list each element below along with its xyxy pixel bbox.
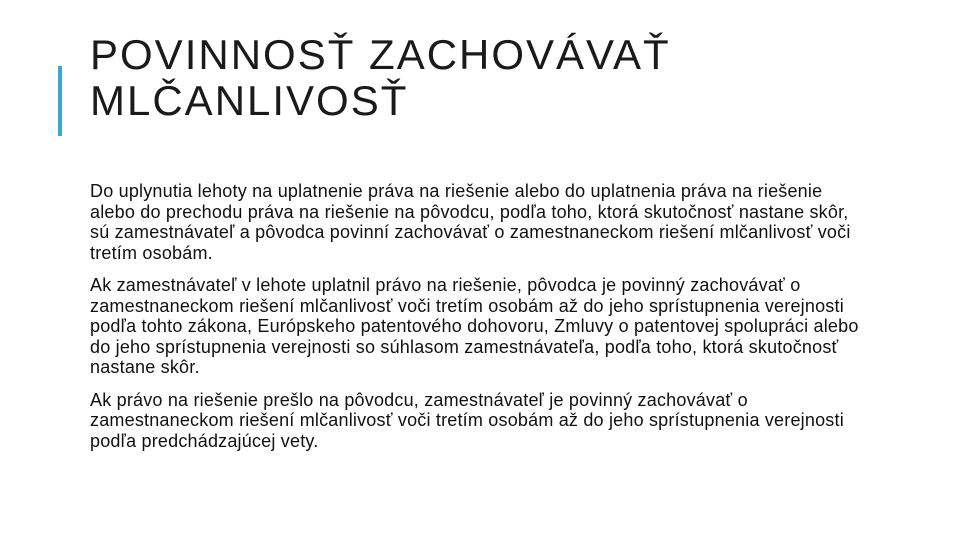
title-accent-bar: [58, 66, 62, 136]
slide-title-line-2: MLČANLIVOSŤ: [90, 77, 409, 124]
body-paragraph-2: Ak zamestnávateľ v lehote uplatnil právo na riešenie, pôvodca je povinný zachovávať o zamestnaneckom riešení mlčanlivosť voči tretím osobám až do jeho sprístupnenia verejnosti podľa tohto zákona, Európskeho patentového dohovoru, Zmluvy o patentovej spolupráci alebo do jeho sprístupnenia verejnosti so súhlasom zamestnávateľa, podľa toho, ktorá skutočnosť nastane skôr.: [90, 275, 859, 377]
slide-title: [90, 32, 910, 124]
slide-title-line-1: POVINNOSŤ ZACHOVÁVAŤ: [90, 31, 671, 78]
body-paragraph-1: Do uplynutia lehoty na uplatnenie práva na riešenie alebo do uplatnenia práva na riešenie alebo do prechodu práva na riešenie na pôvodcu, podľa toho, ktorá skutočnosť nastane skôr, sú zamestnávateľ a pôvodca povinní zachovávať o zamestnaneckom riešení mlčanlivosť voči tretím osobám.: [90, 181, 851, 263]
slide-body: [90, 181, 870, 463]
body-paragraph-3: Ak právo na riešenie prešlo na pôvodcu, zamestnávateľ je povinný zachovávať o zamestnaneckom riešení mlčanlivosť voči tretím osobám až do jeho sprístupnenia verejnosti podľa predchádzajúcej vety.: [90, 389, 844, 451]
